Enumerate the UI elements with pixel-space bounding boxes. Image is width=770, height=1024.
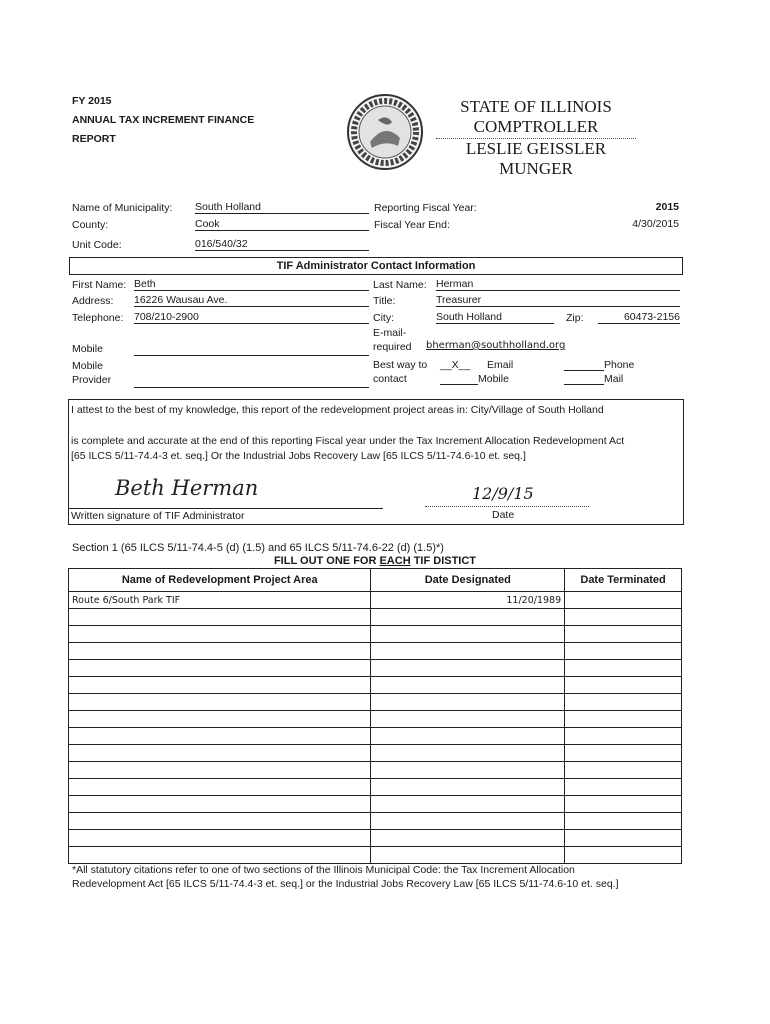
attestation-line1: I attest to the best of my knowledge, this report of the redevelopment project areas in: City/Village of South Holland <box>71 404 604 416</box>
mail-option-blank[interactable] <box>564 384 604 385</box>
table-cell-designated[interactable] <box>371 609 565 626</box>
table-cell-terminated[interactable] <box>565 728 682 745</box>
table-cell-designated[interactable] <box>371 643 565 660</box>
mobile-label: Mobile <box>72 343 103 355</box>
zip-label: Zip: <box>566 312 584 324</box>
fiscal-year-value: 2015 <box>655 201 679 213</box>
mobile-provider-line <box>134 387 369 388</box>
table-cell-designated[interactable]: 11/20/1989 <box>371 592 565 609</box>
table-cell-name[interactable] <box>69 762 371 779</box>
table-cell-name[interactable] <box>69 660 371 677</box>
best-way-label-1: Best way to <box>373 359 428 371</box>
footnote-line2: Redevelopment Act [65 ILCS 5/11-74.4-3 et. seq.] or the Industrial Jobs Recovery Law [65 ILCS 5/11-74.6-10 et. seq.] <box>72 878 619 890</box>
table-row <box>69 728 682 745</box>
mobile-line <box>134 355 369 356</box>
mail-option-label: Mail <box>604 373 624 385</box>
zip-value: 60473-2156 <box>598 311 680 324</box>
section1-banner <box>69 555 681 568</box>
date-line <box>425 506 589 507</box>
table-cell-terminated[interactable] <box>565 796 682 813</box>
table-cell-name[interactable] <box>69 796 371 813</box>
table-row <box>69 745 682 762</box>
attestation-box <box>68 399 684 525</box>
unit-code-label: Unit Code: <box>72 239 122 251</box>
table-cell-name[interactable] <box>69 609 371 626</box>
city-label: City: <box>373 312 394 324</box>
unit-code-value: 016/540/32 <box>195 238 369 251</box>
signature-label: Written signature of TIF Administrator <box>71 510 245 522</box>
table-cell-name[interactable] <box>69 813 371 830</box>
table-cell-terminated[interactable] <box>565 847 682 864</box>
table-cell-designated[interactable] <box>371 762 565 779</box>
banner-text-pre: FILL OUT ONE FOR <box>273 555 380 567</box>
county-value: Cook <box>195 218 369 231</box>
report-header <box>72 92 254 149</box>
phone-option-blank[interactable] <box>564 370 604 371</box>
table-cell-terminated[interactable] <box>565 762 682 779</box>
table-cell-terminated[interactable] <box>565 660 682 677</box>
mobile-provider-label-2: Provider <box>72 374 112 386</box>
date-label: Date <box>492 509 515 521</box>
table-row <box>69 779 682 796</box>
email-option-mark[interactable]: __X__ <box>440 359 471 371</box>
last-name-value: Herman <box>436 278 680 291</box>
state-comptroller-block <box>430 97 642 179</box>
table-cell-name[interactable] <box>69 711 371 728</box>
table-row <box>69 609 682 626</box>
contact-section-title: TIF Administrator Contact Information <box>69 257 683 275</box>
table-cell-terminated[interactable] <box>565 779 682 796</box>
attestation-line3: [65 ILCS 5/11-74.4-3 et. seq.] Or the Industrial Jobs Recovery Law [65 ILCS 5/11-74.6-10 et. seq.] <box>71 450 526 462</box>
table-cell-designated[interactable] <box>371 779 565 796</box>
table-row <box>69 813 682 830</box>
table-cell-designated[interactable] <box>371 660 565 677</box>
table-cell-designated[interactable] <box>371 796 565 813</box>
table-row <box>69 830 682 847</box>
first-name-label: First Name: <box>72 279 127 291</box>
table-cell-name[interactable]: Route 6/South Park TIF <box>69 592 371 609</box>
table-cell-terminated[interactable] <box>565 592 682 609</box>
table-cell-designated[interactable] <box>371 677 565 694</box>
county-label: County: <box>72 219 109 231</box>
table-cell-name[interactable] <box>69 677 371 694</box>
fiscal-year-end-label: Fiscal Year End: <box>374 219 450 231</box>
col-header-project-area: Name of Redevelopment Project Area <box>69 569 371 592</box>
divider <box>436 138 636 139</box>
table-row <box>69 762 682 779</box>
section1-heading: Section 1 (65 ILCS 5/11-74.4-5 (d) (1.5) and 65 ILCS 5/11-74.6-22 (d) (1.5)*) <box>72 542 444 554</box>
last-name-label: Last Name: <box>373 279 427 291</box>
table-cell-designated[interactable] <box>371 745 565 762</box>
table-cell-designated[interactable] <box>371 830 565 847</box>
city-value: South Holland <box>436 311 554 324</box>
title-value: Treasurer <box>436 294 680 307</box>
table-cell-name[interactable] <box>69 830 371 847</box>
table-cell-designated[interactable] <box>371 728 565 745</box>
table-cell-name[interactable] <box>69 779 371 796</box>
table-cell-name[interactable] <box>69 728 371 745</box>
telephone-value: 708/210-2900 <box>134 311 369 324</box>
fiscal-year-end-value: 4/30/2015 <box>632 218 679 230</box>
table-cell-terminated[interactable] <box>565 677 682 694</box>
table-row <box>69 796 682 813</box>
table-row <box>69 694 682 711</box>
table-cell-terminated[interactable] <box>565 830 682 847</box>
table-row <box>69 711 682 728</box>
mobile-option-label: Mobile <box>478 373 509 385</box>
mobile-provider-label-1: Mobile <box>72 360 103 372</box>
email-label-2: required <box>373 341 412 353</box>
table-cell-name[interactable] <box>69 745 371 762</box>
report-title-line2: REPORT <box>72 133 116 145</box>
title-label: Title: <box>373 295 396 307</box>
signature-date: 12/9/15 <box>472 484 534 503</box>
table-cell-designated[interactable] <box>371 813 565 830</box>
signature-line <box>69 508 383 509</box>
banner-text-each: EACH <box>379 555 411 567</box>
table-cell-name[interactable] <box>69 694 371 711</box>
footnote-line1: *All statutory citations refer to one of two sections of the Illinois Municipal Code: the Tax Increment Allocation <box>72 864 575 876</box>
fiscal-year-label: Reporting Fiscal Year: <box>374 202 477 214</box>
table-cell-name[interactable] <box>69 847 371 864</box>
telephone-label: Telephone: <box>72 312 124 324</box>
email-option-label: Email <box>487 359 514 371</box>
email-label-1: E-mail- <box>373 327 407 339</box>
banner-text-post: TIF DISTICT <box>410 555 477 567</box>
table-cell-terminated[interactable] <box>565 711 682 728</box>
table-cell-designated[interactable] <box>371 626 565 643</box>
table-row <box>69 592 682 609</box>
fiscal-year-heading: FY 2015 <box>72 95 112 107</box>
state-name: STATE OF ILLINOIS <box>460 97 612 116</box>
table-header-row <box>69 569 682 592</box>
table-row <box>69 643 682 660</box>
address-label: Address: <box>72 295 114 307</box>
attestation-line2: is complete and accurate at the end of this reporting Fiscal year under the Tax Increment Allocation Redevelopment Act <box>71 435 625 447</box>
col-header-date-terminated: Date Terminated <box>565 569 682 592</box>
table-cell-terminated[interactable] <box>565 626 682 643</box>
table-row <box>69 660 682 677</box>
table-row <box>69 847 682 864</box>
comptroller-name: LESLIE GEISSLER MUNGER <box>465 139 607 178</box>
table-cell-designated[interactable] <box>371 694 565 711</box>
table-cell-designated[interactable] <box>371 711 565 728</box>
office-name: COMPTROLLER <box>473 117 599 136</box>
email-value[interactable]: bherman@southholland.org <box>426 340 566 351</box>
table-cell-name[interactable] <box>69 643 371 660</box>
table-cell-terminated[interactable] <box>565 643 682 660</box>
administrator-signature: Beth Herman <box>115 476 259 500</box>
phone-option-label: Phone <box>604 359 635 371</box>
mobile-option-blank[interactable] <box>440 384 478 385</box>
illinois-seal <box>340 92 430 172</box>
report-title-line1: ANNUAL TAX INCREMENT FINANCE <box>72 114 255 126</box>
table-row <box>69 677 682 694</box>
first-name-value: Beth <box>134 278 369 291</box>
table-row <box>69 626 682 643</box>
table-cell-terminated[interactable] <box>565 694 682 711</box>
table-cell-terminated[interactable] <box>565 745 682 762</box>
col-header-date-designated: Date Designated <box>371 569 565 592</box>
table-cell-terminated[interactable] <box>565 609 682 626</box>
table-cell-terminated[interactable] <box>565 813 682 830</box>
municipality-value: South Holland <box>195 201 369 214</box>
table-cell-designated[interactable] <box>371 847 565 864</box>
best-way-label-2: contact <box>373 373 407 385</box>
address-value: 16226 Wausau Ave. <box>134 294 369 307</box>
municipality-label: Name of Municipality: <box>72 202 173 214</box>
tif-district-table <box>68 568 682 864</box>
table-cell-name[interactable] <box>69 626 371 643</box>
